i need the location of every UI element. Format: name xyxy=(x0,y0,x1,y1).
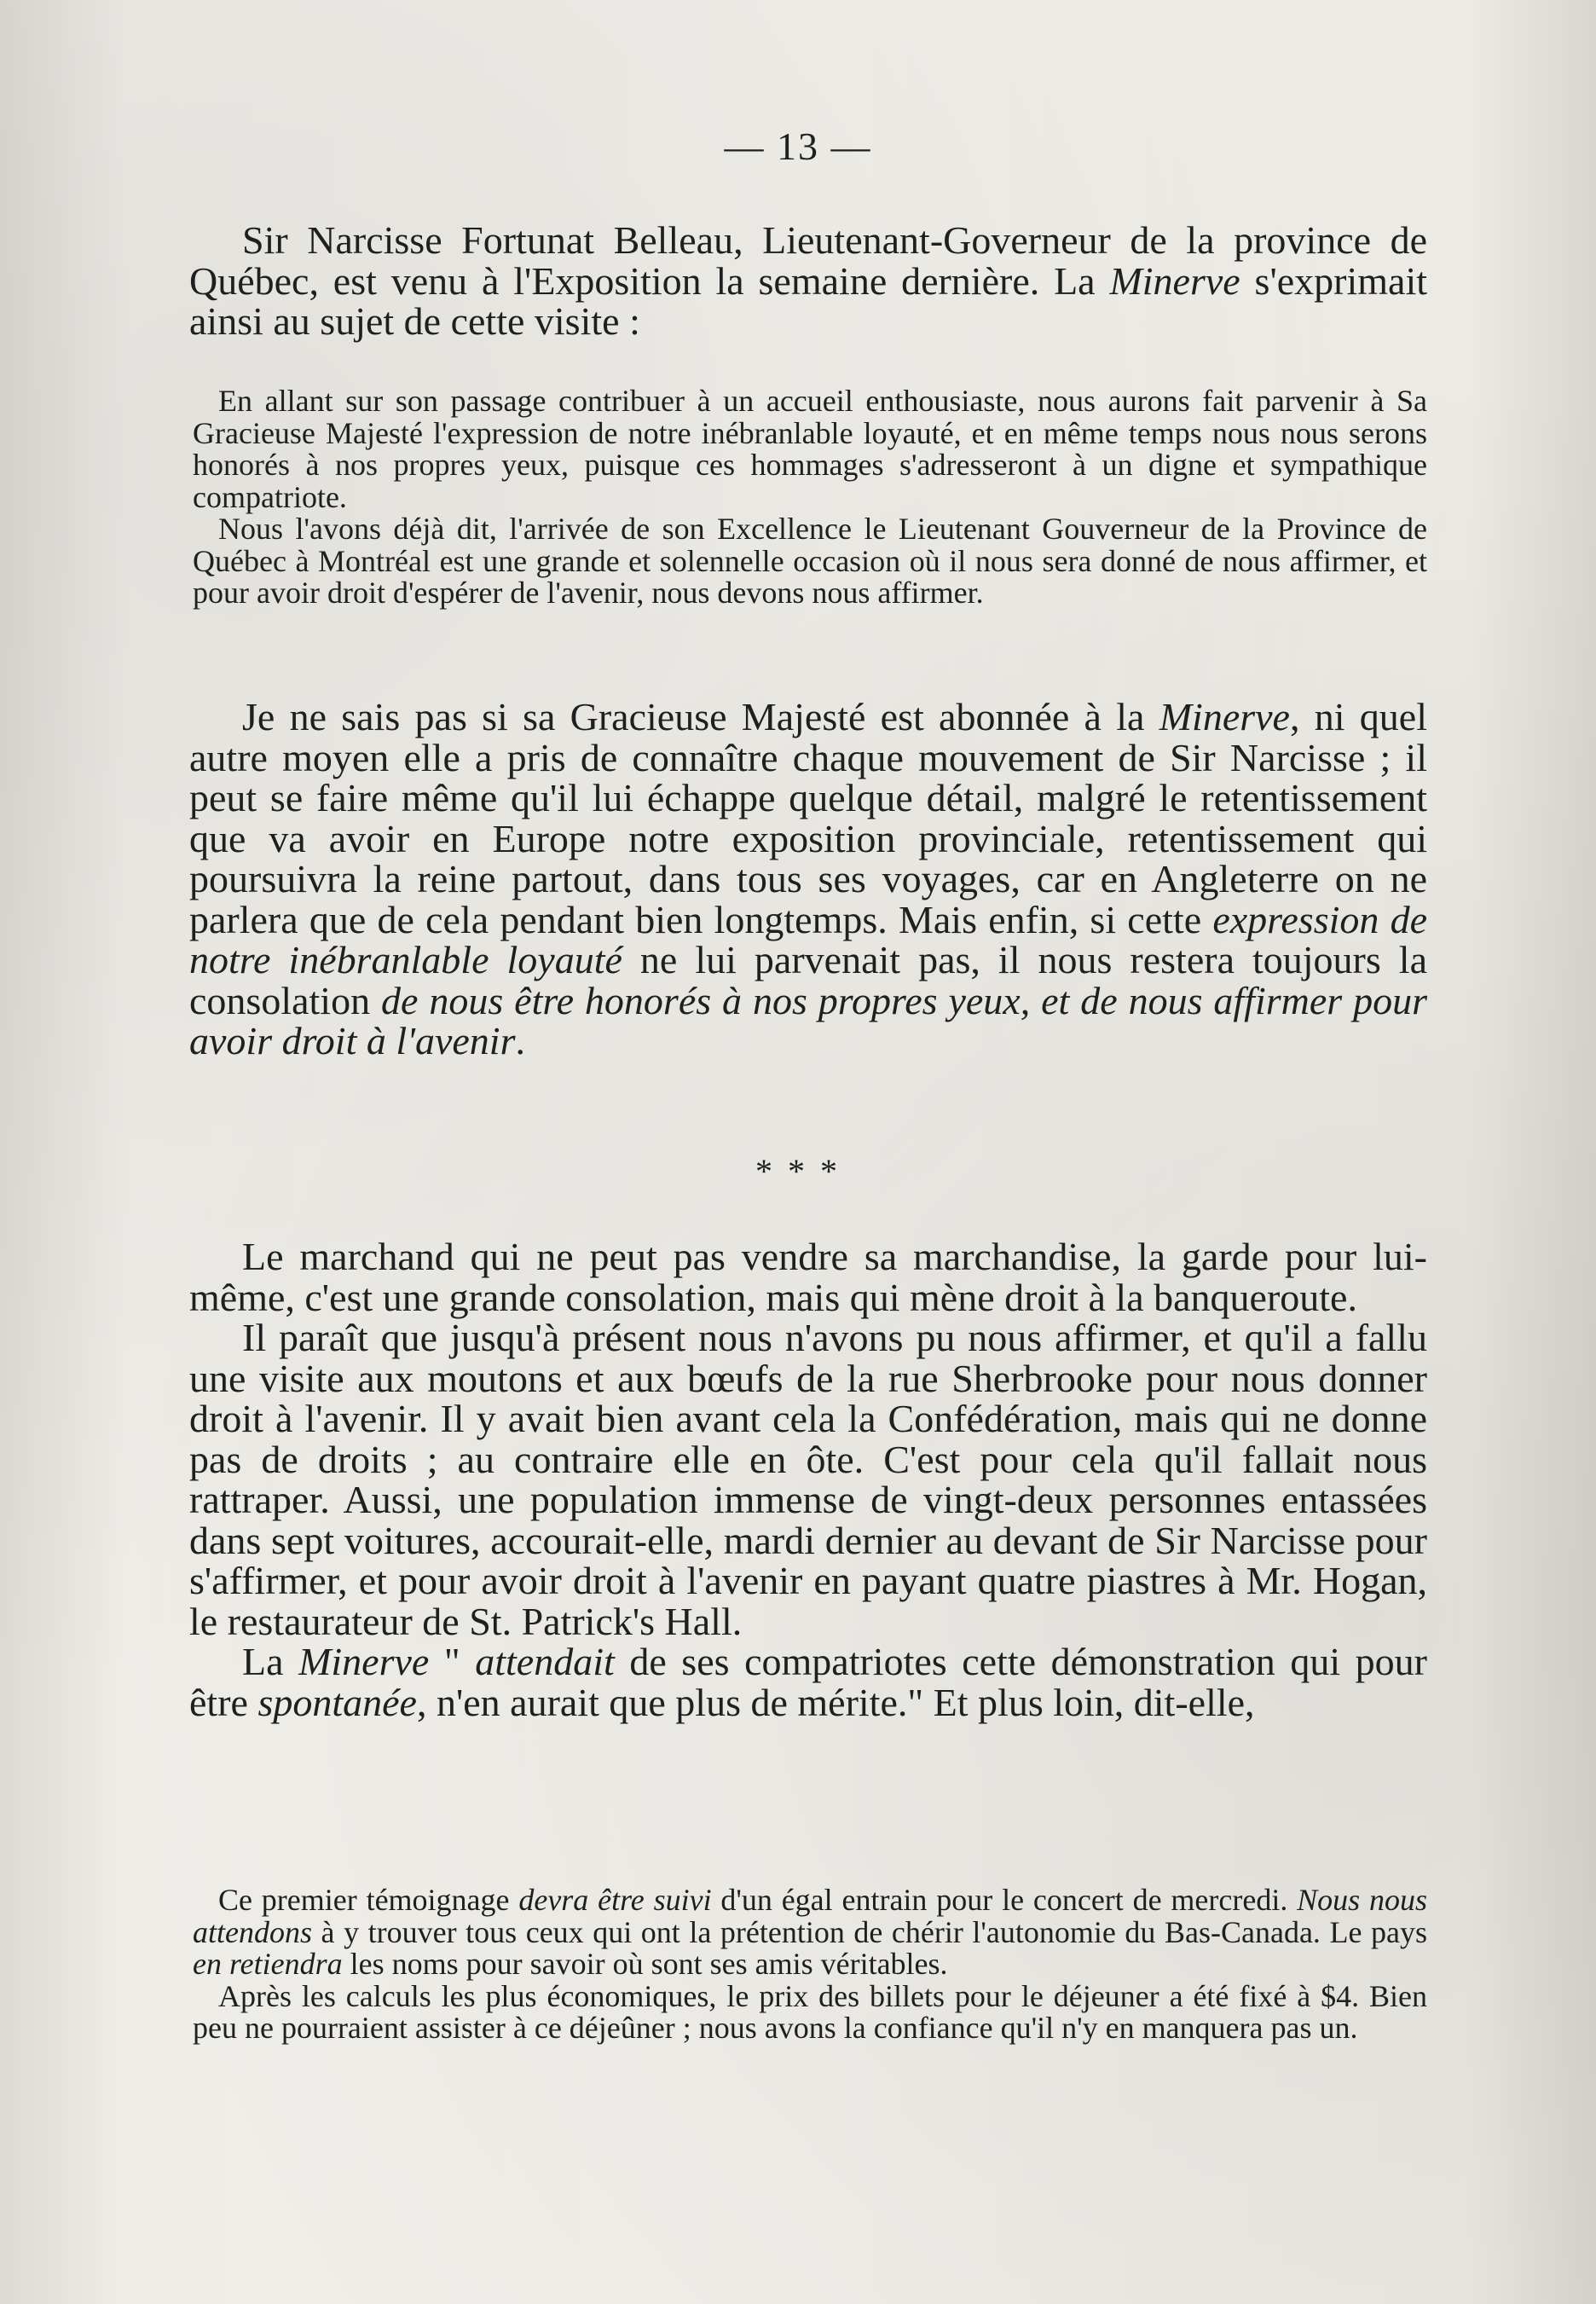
commentary-paragraph xyxy=(189,697,1427,1062)
paragraph-belleau-visit: Sir Narcisse Fortunat Belleau, Lieutenant-Governeur de la province de Québec, est venu à l'Exposition la semaine dernière. La Minerve s'exprimait ainsi au sujet de cette visite : xyxy=(189,218,1428,343)
quote-paragraph: Ce premier témoignage devra être suivi d'un égal entrain pour le concert de mercredi. Nous nous attendons à y trouver tous ceux qui ont la prétention de chérir l'autonomie du Bas-Canada. Le pays en retiendra les noms pour savoir où sont ses amis véritables. xyxy=(193,1883,1428,1981)
satire-section xyxy=(189,1236,1427,1722)
paragraph-spontaneous: La Minerve " attendait de ses compatriotes cette démonstration qui pour être spontanée, n'en aurait que plus de mérite." Et plus loin, dit-elle, xyxy=(189,1640,1427,1724)
intro-paragraph xyxy=(189,220,1427,342)
quote-paragraph: En allant sur son passage contribuer à un accueil enthousiaste, nous aurons fait parvenir à Sa Gracieuse Majesté l'expression de notre inébranlable loyauté, et en même temps nous nous serons honorés à nos propres yeux, puisque ces hommages s'adresseront à un digne et sympathique compatriote. xyxy=(193,384,1427,514)
paragraph-merchant: Le marchand qui ne peut pas vendre sa marchandise, la garde pour lui-même, c'est une grande consolation, mais qui mène droit à la banqueroute. xyxy=(189,1235,1427,1319)
quote-paragraph: Nous l'avons déjà dit, l'arrivée de son Excellence le Lieutenant Gouverneur de la Province de Québec à Montréal est une grande et solennelle occasion où il nous sera donné de nous affirmer, et pour avoir droit d'espérer de l'avenir, nous devons nous affirmer. xyxy=(193,512,1427,610)
paragraph-majesty: Je ne sais pas si sa Gracieuse Majesté est abonnée à la Minerve, ni quel autre moyen elle a pris de connaître chaque mouvement de Sir Narcisse ; il peut se faire même qu'il lui échappe quelque détail, malgré le retentissement que va avoir en Europe notre exposition provinciale, retentissement qui poursuivra la reine partout, dans tous ses voyages, car en Angleterre on ne parlera que de cela pendant bien longtemps. Mais enfin, si cette expression de notre inébranlable loyauté ne lui parvenait pas, il nous restera toujours la consolation de nous être honorés à nos propres yeux, et de nous affirmer pour avoir droit à l'avenir. xyxy=(189,695,1428,1062)
newspaper-title: Minerve xyxy=(1109,258,1240,303)
minerve-quote-2 xyxy=(193,1884,1427,2045)
quote-paragraph: Après les calculs les plus économiques, le prix des billets pour le déjeuner a été fixé à $4. Bien peu ne pourraient assister à ce déjeûner ; nous avons la confiance qu'il n'y en manquera pas un. xyxy=(193,1978,1427,2045)
section-separator: * * * xyxy=(755,1152,841,1190)
paragraph-confederation: Il paraît que jusqu'à présent nous n'avons pu nous affirmer, et qu'il a fallu une visite aux moutons et aux bœufs de la rue Sherbrooke pour nous donner droit à l'avenir. Il y avait bien avant cela la Confédération, mais qui ne donne pas de droits ; au contraire elle en ôte. C'est pour cela qu'il fallait nous rattraper. Aussi, une population immense de vingt-deux personnes entassées dans sept voitures, accourait-elle, mardi dernier au devant de Sir Narcisse pour s'affirmer, et pour avoir droit à l'avenir en payant quatre piastres à Mr. Hogan, le restaurateur de St. Patrick's Hall. xyxy=(189,1316,1427,1643)
page-number: — 13 — xyxy=(724,124,872,168)
minerve-quote-1 xyxy=(193,385,1427,610)
